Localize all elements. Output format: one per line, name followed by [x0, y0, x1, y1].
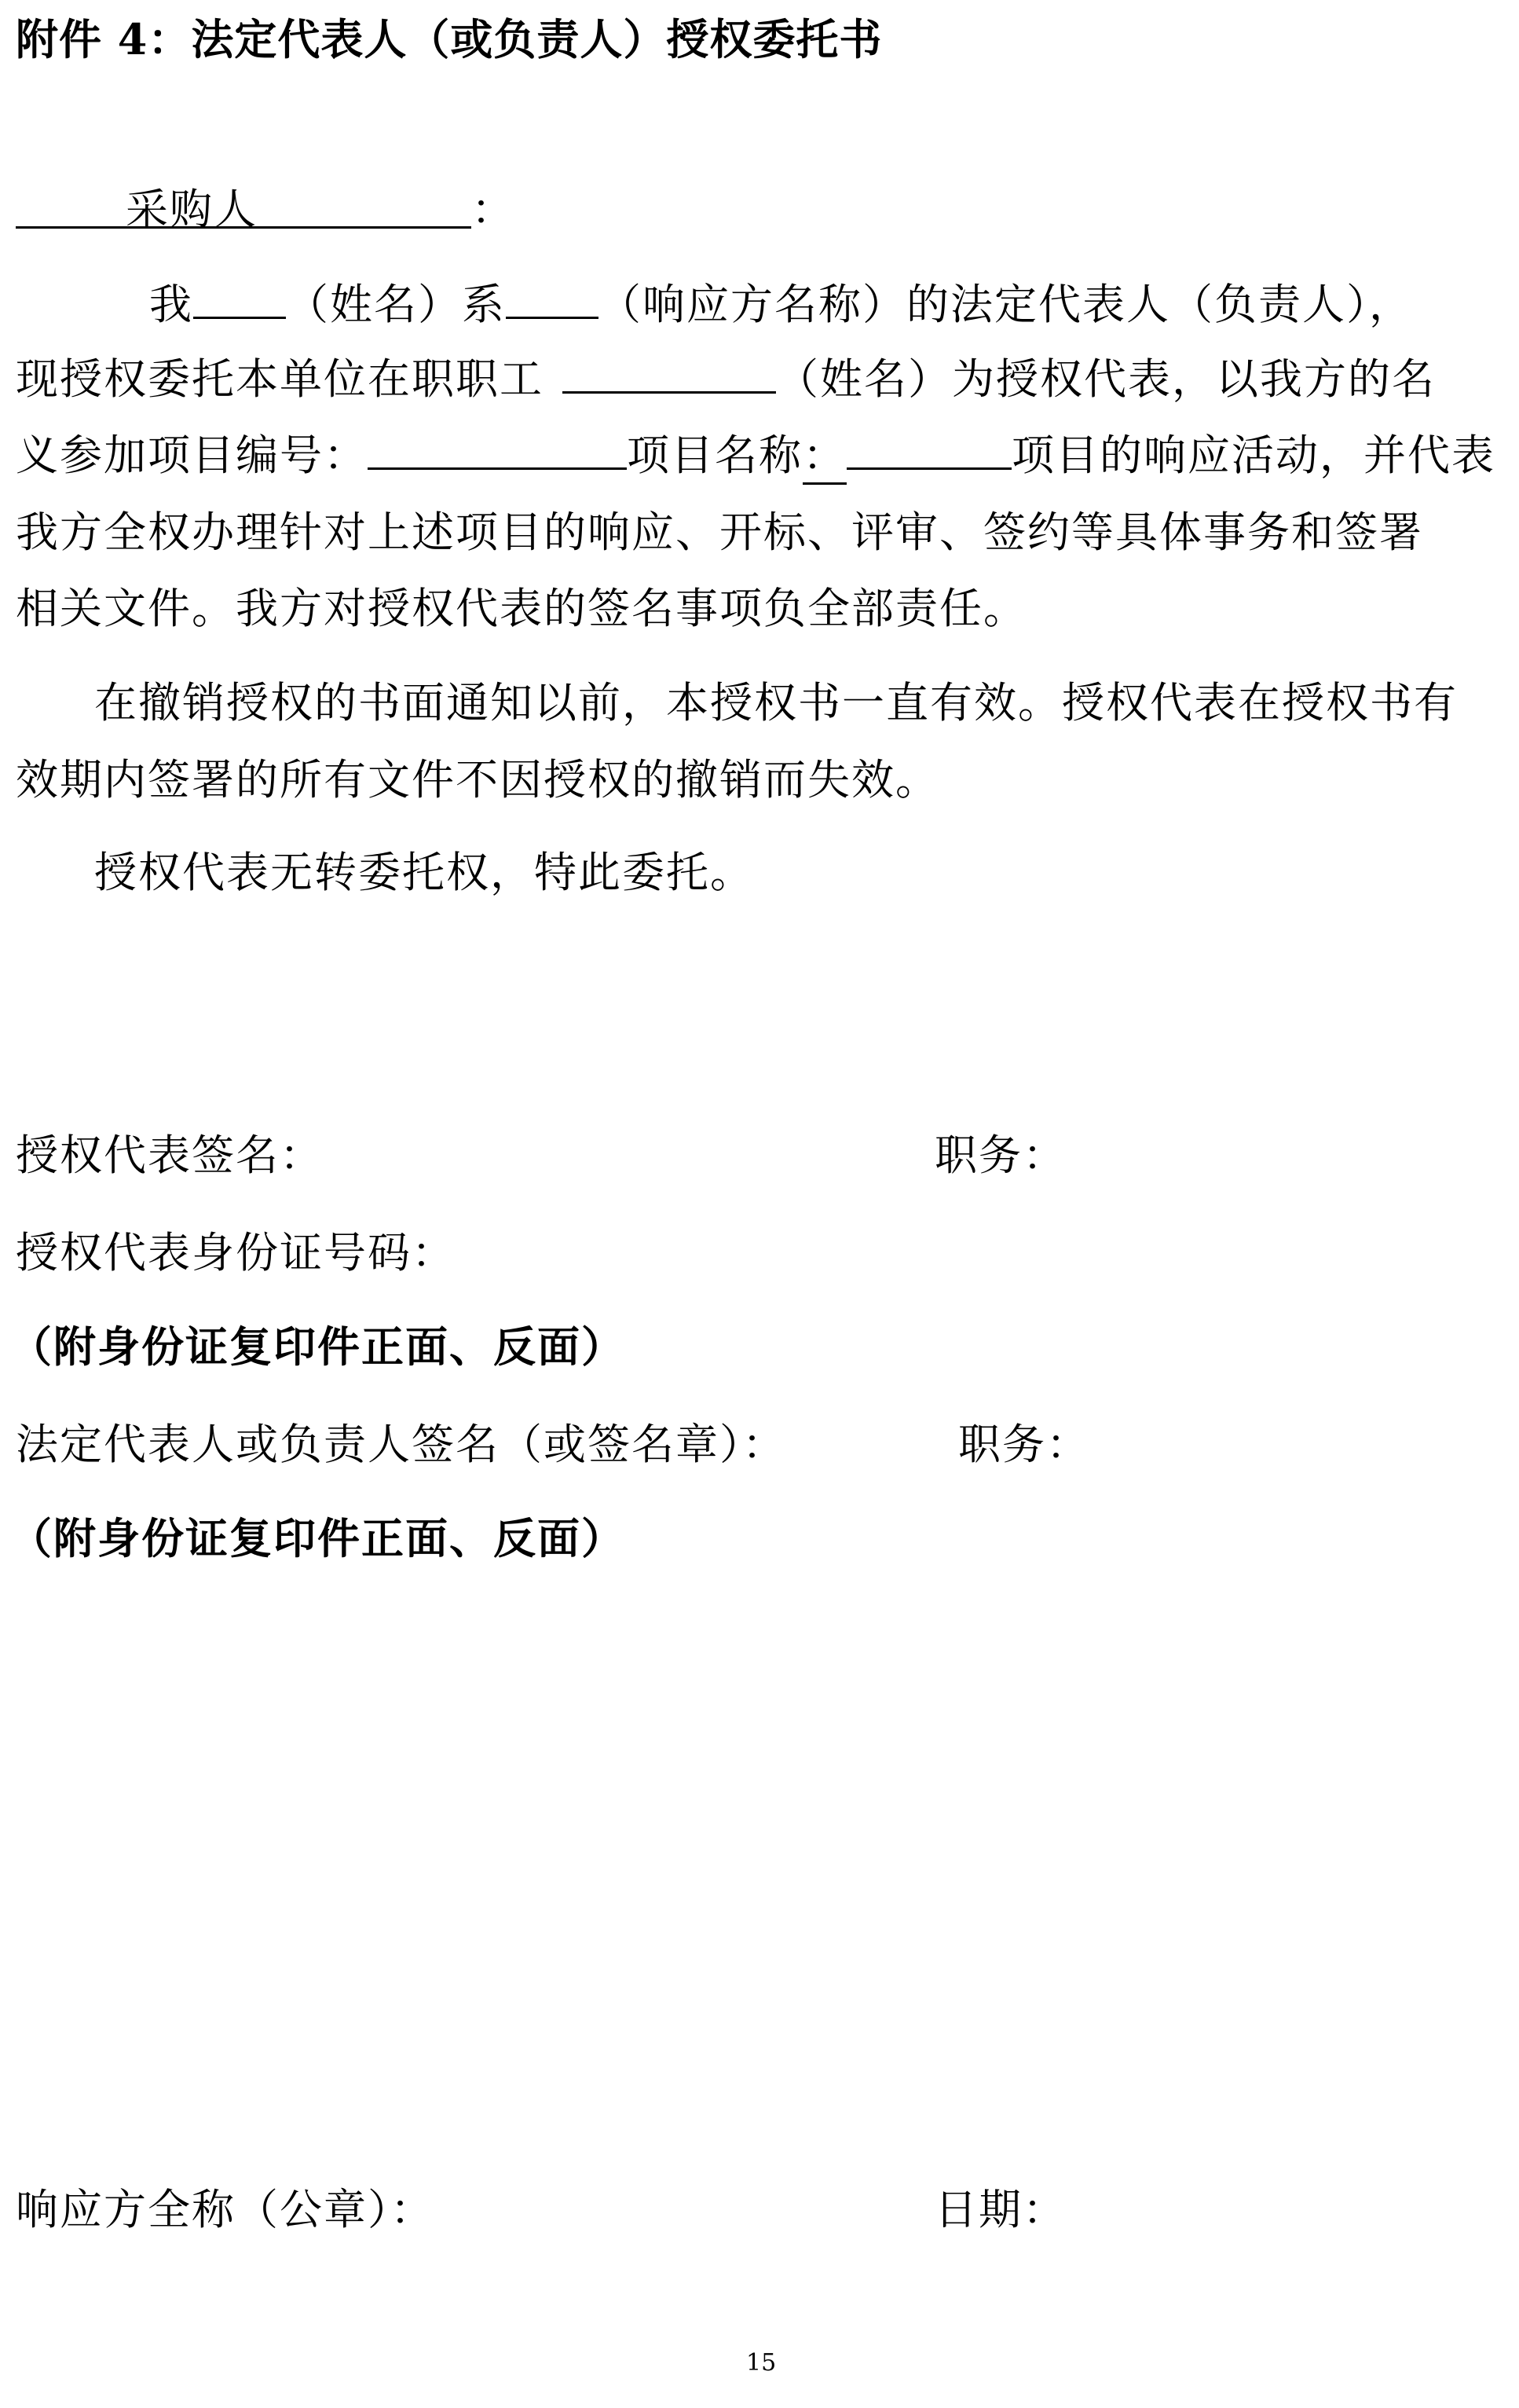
project-name-blank	[847, 430, 1012, 470]
project-number-blank	[368, 430, 627, 470]
para1-line1	[149, 271, 1413, 332]
para3: 授权代表无转委托权，特此委托。	[94, 848, 754, 897]
para1-line3-d: 项目的响应活动，并代表	[1012, 431, 1495, 480]
company-seal-label: 响应方全称（公章）：	[16, 2185, 434, 2234]
para2-line2: 效期内签署的所有文件不因授权的撤销而失效。	[16, 755, 939, 804]
addressee-colon: ：	[471, 185, 515, 234]
para1-line2-b: （姓名）为授权代表，以我方的名	[776, 354, 1436, 404]
para1-line3-b: 项目名称	[627, 431, 803, 480]
para1-name-hint: （姓名）系	[286, 280, 506, 329]
para2-line1: 在撤销授权的书面通知以前，本授权书一直有效。授权代表在授权书有	[94, 678, 1458, 728]
legal-rep-position-label: 职务：	[958, 1420, 1090, 1469]
para1-line3-c: ：	[803, 422, 847, 485]
responder-blank	[506, 279, 598, 319]
date-label: 日期：	[935, 2185, 1067, 2234]
para1-line2-a: 现授权委托本单位在职职工	[16, 354, 544, 404]
para1-line2	[16, 346, 1436, 406]
para1-line3-a: 义参加项目编号：	[16, 431, 368, 480]
para1-line3	[16, 422, 1495, 485]
staff-name-blank	[562, 354, 776, 394]
agent-position-label: 职务：	[935, 1131, 1067, 1180]
legal-rep-signature-label: 法定代表人或负责人签名（或签名章）：	[16, 1420, 786, 1469]
attachment-note-2: （附身份证复印件正面、反面）	[9, 1513, 625, 1563]
document-title: 附件 4：法定代表人（或负责人）授权委托书	[16, 14, 883, 64]
para1-line4: 我方全权办理针对上述项目的响应、开标、评审、签约等具体事务和签署	[16, 508, 1423, 557]
agent-signature-label: 授权代表签名：	[16, 1131, 324, 1180]
page-number: 15	[746, 2349, 777, 2377]
attachment-note-1: （附身份证复印件正面、反面）	[9, 1321, 625, 1372]
para1-wo: 我	[149, 280, 193, 329]
agent-id-label: 授权代表身份证号码：	[16, 1228, 456, 1277]
name-blank-1	[193, 279, 286, 319]
para1-resp-hint: （响应方名称）的法定代表人（负责人），	[598, 280, 1413, 329]
addressee-label: 采购人	[126, 185, 258, 234]
para1-line5: 相关文件。我方对授权代表的签名事项负全部责任。	[16, 584, 1027, 633]
